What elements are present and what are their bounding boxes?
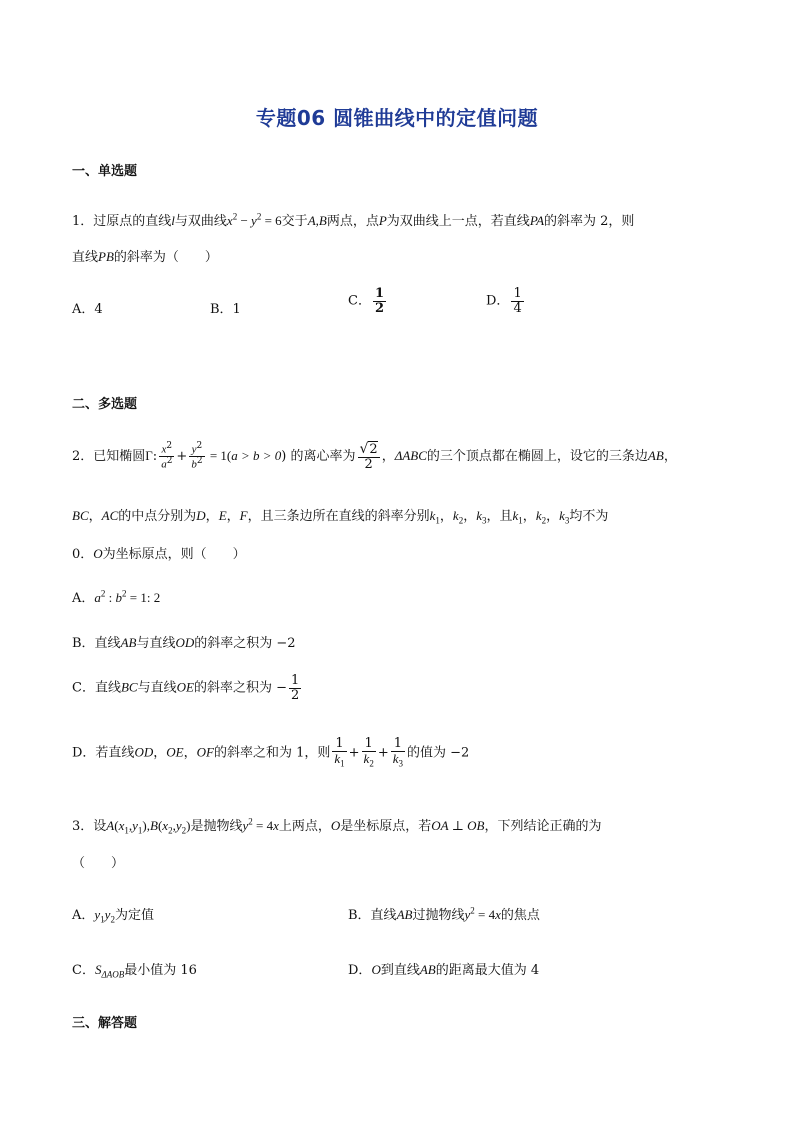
q3-option-d: D．O到直线AB的距离最大值为 4 [348,962,540,978]
page-title: 专题06 圆锥曲线中的定值问题 [255,106,539,130]
q2-line1: 2．已知椭圆Γ: $\frac{x^2}{a^2}$ + $\frac{y^2}{b^2}$ = 1(a > b > 0) 的离心率为 $\frac{√2}{2}$ ，ΔABC的三个顶点都在椭圆上，设它的三条边AB， [72,441,677,472]
q1-line2: 直线PB的斜率为（ ） [72,249,218,265]
section-heading-single-choice: 一、单选题 [72,164,138,179]
q3-option-b: B．直线AB过抛物线$y^2 = 4x$的焦点 [348,905,540,923]
q2-line2: BC，AC的中点分别为D，E，F，且三条边所在直线的斜率分别$k_1$，$k_2$，$k_3$，且$k_1$，$k_2$，$k_3$均不为 [72,508,609,526]
q1-option-b: B．1 [210,302,241,317]
q3-line2: （ ） [72,856,125,871]
q1-line1: 1．过原点的直线l与双曲线$x^2 - y^2 = 6$交于A,B两点，点P为双曲线上一点，若直线PA的斜率为 2，则 [72,211,635,229]
q2-option-b: B．直线AB与直线OD的斜率之积为 −2 [72,635,296,651]
q2-option-c: C．直线BC与直线OE的斜率之积为 − $\frac{1}{2}$ [72,673,300,703]
q3-line1: 3．设$A(x_1,y_1),B(x_2,y_2)$是抛物线$y^2 = 4x$上两点，O是坐标原点，若OA ⊥ OB，下列结论正确的为 [72,816,602,836]
section-heading-answer: 三、解答题 [72,1016,138,1031]
q2-option-a: A．$a^2$ : $b^2 = 1$: 2 [72,588,161,606]
q3-option-c: C．$S_{\Delta AOB}$最小值为 16 [72,962,197,980]
q1-option-c: C． $\frac{1}{2}$ [348,286,384,316]
q2-option-d: D．若直线OD，OE，OF的斜率之和为 1，则 $\frac{1}{k_1}$ + $\frac{1}{k_2}$ + $\frac{1}{k_3}$ 的值为 −2 [72,736,470,769]
q3-option-a: A．$y_1y_2$为定值 [72,907,154,925]
q2-line3: 0．O为坐标原点，则（ ） [72,546,246,562]
q1-option-a: A．4 [72,302,103,317]
section-heading-multi-choice: 二、多选题 [72,397,138,412]
q1-option-d: D． $\frac{1}{4}$ [486,286,522,316]
